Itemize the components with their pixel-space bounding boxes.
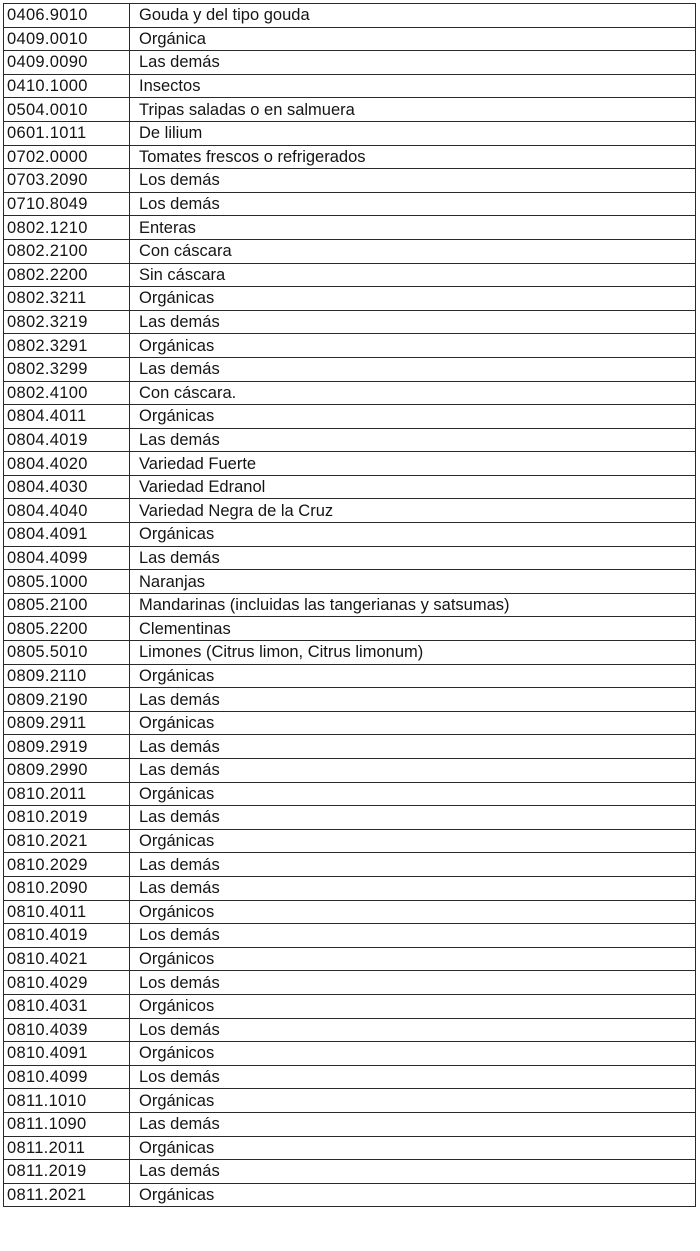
- tariff-code-cell: 0409.0010: [4, 27, 130, 51]
- table-row: [4, 334, 696, 358]
- table-row: [4, 1042, 696, 1066]
- table-row: [4, 192, 696, 216]
- description-cell: Variedad Fuerte: [130, 452, 696, 476]
- table-row: [4, 145, 696, 169]
- table-row: [4, 27, 696, 51]
- table-row: [4, 971, 696, 995]
- tariff-code-cell: 0811.2021: [4, 1183, 130, 1207]
- description-cell: Orgánicos: [130, 1042, 696, 1066]
- tariff-code-cell: 0409.0090: [4, 51, 130, 75]
- description-cell: De lilium: [130, 121, 696, 145]
- table-row: [4, 263, 696, 287]
- table-row: [4, 381, 696, 405]
- tariff-code-cell: 0805.1000: [4, 570, 130, 594]
- tariff-code-cell: 0811.1010: [4, 1089, 130, 1113]
- tariff-code-cell: 0810.4029: [4, 971, 130, 995]
- tariff-code-cell: 0804.4099: [4, 546, 130, 570]
- description-cell: Las demás: [130, 1160, 696, 1184]
- table-row: [4, 216, 696, 240]
- table-row: [4, 876, 696, 900]
- tariff-table-body: [4, 4, 696, 1207]
- table-row: [4, 428, 696, 452]
- table-row: [4, 98, 696, 122]
- table-row: [4, 853, 696, 877]
- description-cell: Orgánicas: [130, 405, 696, 429]
- table-row: [4, 523, 696, 547]
- tariff-code-cell: 0810.2019: [4, 806, 130, 830]
- tariff-code-cell: 0811.2011: [4, 1136, 130, 1160]
- description-cell: Orgánicas: [130, 1089, 696, 1113]
- description-cell: Las demás: [130, 759, 696, 783]
- description-cell: Los demás: [130, 1018, 696, 1042]
- tariff-code-cell: 0802.3291: [4, 334, 130, 358]
- description-cell: Clementinas: [130, 617, 696, 641]
- description-cell: Orgánicas: [130, 1183, 696, 1207]
- tariff-code-cell: 0809.2190: [4, 688, 130, 712]
- table-row: [4, 287, 696, 311]
- tariff-code-cell: 0802.2100: [4, 239, 130, 263]
- table-row: [4, 1065, 696, 1089]
- description-cell: Mandarinas (incluidas las tangerianas y satsumas): [130, 593, 696, 617]
- table-row: [4, 1136, 696, 1160]
- description-cell: Variedad Edranol: [130, 475, 696, 499]
- tariff-code-cell: 0802.3299: [4, 357, 130, 381]
- description-cell: Gouda y del tipo gouda: [130, 4, 696, 28]
- table-row: [4, 310, 696, 334]
- tariff-code-cell: 0802.2200: [4, 263, 130, 287]
- tariff-code-cell: 0810.2029: [4, 853, 130, 877]
- description-cell: Las demás: [130, 1112, 696, 1136]
- tariff-code-cell: 0802.3219: [4, 310, 130, 334]
- tariff-code-cell: 0802.4100: [4, 381, 130, 405]
- table-row: [4, 994, 696, 1018]
- description-cell: Orgánicas: [130, 523, 696, 547]
- table-row: [4, 452, 696, 476]
- table-row: [4, 617, 696, 641]
- tariff-code-cell: 0410.1000: [4, 74, 130, 98]
- description-cell: Tomates frescos o refrigerados: [130, 145, 696, 169]
- table-row: [4, 475, 696, 499]
- tariff-code-cell: 0802.1210: [4, 216, 130, 240]
- tariff-code-cell: 0601.1011: [4, 121, 130, 145]
- description-cell: Sin cáscara: [130, 263, 696, 287]
- table-row: [4, 1183, 696, 1207]
- tariff-code-cell: 0804.4020: [4, 452, 130, 476]
- table-row: [4, 499, 696, 523]
- description-cell: Las demás: [130, 853, 696, 877]
- table-row: [4, 546, 696, 570]
- table-row: [4, 593, 696, 617]
- description-cell: Las demás: [130, 688, 696, 712]
- table-row: [4, 239, 696, 263]
- tariff-code-cell: 0809.2919: [4, 735, 130, 759]
- description-cell: Limones (Citrus limon, Citrus limonum): [130, 641, 696, 665]
- tariff-code-cell: 0810.4039: [4, 1018, 130, 1042]
- description-cell: Con cáscara: [130, 239, 696, 263]
- table-row: [4, 405, 696, 429]
- description-cell: Orgánicas: [130, 829, 696, 853]
- tariff-code-cell: 0804.4011: [4, 405, 130, 429]
- description-cell: Orgánicos: [130, 947, 696, 971]
- description-cell: Los demás: [130, 971, 696, 995]
- tariff-code-cell: 0810.2011: [4, 782, 130, 806]
- description-cell: Con cáscara.: [130, 381, 696, 405]
- table-row: [4, 121, 696, 145]
- table-row: [4, 357, 696, 381]
- description-cell: Orgánicas: [130, 334, 696, 358]
- tariff-code-cell: 0810.2021: [4, 829, 130, 853]
- table-row: [4, 924, 696, 948]
- tariff-code-cell: 0804.4019: [4, 428, 130, 452]
- tariff-code-cell: 0710.8049: [4, 192, 130, 216]
- description-cell: Tripas saladas o en salmuera: [130, 98, 696, 122]
- table-row: [4, 900, 696, 924]
- tariff-table: [3, 3, 696, 1207]
- tariff-code-cell: 0804.4030: [4, 475, 130, 499]
- table-row: [4, 829, 696, 853]
- description-cell: Las demás: [130, 357, 696, 381]
- tariff-code-cell: 0805.2200: [4, 617, 130, 641]
- tariff-code-cell: 0805.5010: [4, 641, 130, 665]
- description-cell: Las demás: [130, 735, 696, 759]
- tariff-code-cell: 0805.2100: [4, 593, 130, 617]
- tariff-code-cell: 0703.2090: [4, 169, 130, 193]
- description-cell: Orgánicos: [130, 900, 696, 924]
- table-row: [4, 759, 696, 783]
- tariff-code-cell: 0810.2090: [4, 876, 130, 900]
- tariff-code-cell: 0804.4091: [4, 523, 130, 547]
- table-row: [4, 1160, 696, 1184]
- table-row: [4, 688, 696, 712]
- description-cell: Los demás: [130, 169, 696, 193]
- table-row: [4, 570, 696, 594]
- tariff-code-cell: 0802.3211: [4, 287, 130, 311]
- tariff-code-cell: 0702.0000: [4, 145, 130, 169]
- table-row: [4, 947, 696, 971]
- table-row: [4, 169, 696, 193]
- tariff-code-cell: 0504.0010: [4, 98, 130, 122]
- table-row: [4, 735, 696, 759]
- description-cell: Orgánicas: [130, 1136, 696, 1160]
- description-cell: Los demás: [130, 192, 696, 216]
- tariff-code-cell: 0809.2110: [4, 664, 130, 688]
- table-row: [4, 782, 696, 806]
- table-row: [4, 1089, 696, 1113]
- description-cell: Las demás: [130, 546, 696, 570]
- table-row: [4, 1112, 696, 1136]
- table-row: [4, 641, 696, 665]
- tariff-code-cell: 0810.4011: [4, 900, 130, 924]
- tariff-code-cell: 0809.2990: [4, 759, 130, 783]
- tariff-code-cell: 0810.4031: [4, 994, 130, 1018]
- description-cell: Orgánicos: [130, 994, 696, 1018]
- tariff-code-cell: 0804.4040: [4, 499, 130, 523]
- description-cell: Variedad Negra de la Cruz: [130, 499, 696, 523]
- tariff-code-cell: 0811.1090: [4, 1112, 130, 1136]
- tariff-code-cell: 0811.2019: [4, 1160, 130, 1184]
- table-row: [4, 664, 696, 688]
- table-row: [4, 1018, 696, 1042]
- tariff-code-cell: 0809.2911: [4, 711, 130, 735]
- table-row: [4, 4, 696, 28]
- description-cell: Las demás: [130, 876, 696, 900]
- description-cell: Los demás: [130, 924, 696, 948]
- description-cell: Orgánicas: [130, 287, 696, 311]
- tariff-code-cell: 0810.4091: [4, 1042, 130, 1066]
- description-cell: Las demás: [130, 806, 696, 830]
- tariff-code-cell: 0406.9010: [4, 4, 130, 28]
- tariff-code-cell: 0810.4021: [4, 947, 130, 971]
- description-cell: Insectos: [130, 74, 696, 98]
- table-row: [4, 711, 696, 735]
- description-cell: Naranjas: [130, 570, 696, 594]
- description-cell: Las demás: [130, 310, 696, 334]
- table-row: [4, 51, 696, 75]
- table-row: [4, 806, 696, 830]
- tariff-code-cell: 0810.4099: [4, 1065, 130, 1089]
- description-cell: Las demás: [130, 428, 696, 452]
- description-cell: Orgánica: [130, 27, 696, 51]
- description-cell: Enteras: [130, 216, 696, 240]
- tariff-code-cell: 0810.4019: [4, 924, 130, 948]
- description-cell: Orgánicas: [130, 711, 696, 735]
- description-cell: Orgánicas: [130, 782, 696, 806]
- description-cell: Orgánicas: [130, 664, 696, 688]
- description-cell: Las demás: [130, 51, 696, 75]
- table-row: [4, 74, 696, 98]
- description-cell: Los demás: [130, 1065, 696, 1089]
